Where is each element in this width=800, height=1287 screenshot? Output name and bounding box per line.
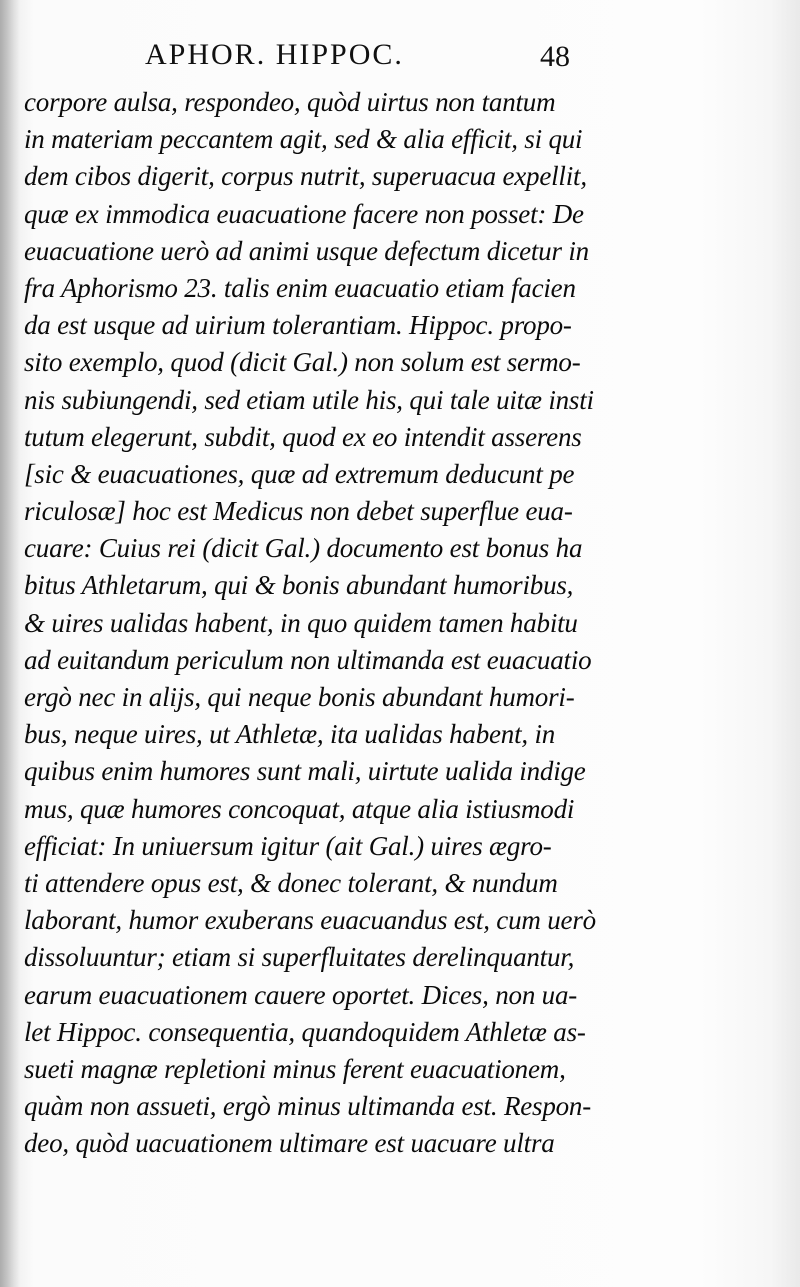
text-line: in materiam peccantem agit, sed & alia efficit, si qui xyxy=(24,124,583,155)
text-line: corpore aulsa, respondeo, quòd uirtus non tantum xyxy=(24,87,556,117)
text-line: ti attendere opus est, & donec tolerant, & nundum xyxy=(24,867,558,898)
text-line: dissoluuntur; etiam si superfluitates derelinquantur, xyxy=(24,942,575,973)
text-line: da est usque ad uirium tolerantiam. Hippoc. propo- xyxy=(24,310,572,341)
text-line: cuare: Cuius rei (dicit Gal.) documento est bonus ha xyxy=(24,533,583,564)
text-line: riculosæ] hoc est Medicus non debet superflue eua- xyxy=(24,496,573,527)
binding-gutter-shadow xyxy=(0,0,20,1287)
text-line: laborant, humor exuberans euacuandus est, cum uerò xyxy=(24,905,596,936)
text-line: earum euacuationem cauere oportet. Dices, non ua- xyxy=(24,979,578,1010)
text-line: & uires ualidas habent, in quo quidem tamen habitu xyxy=(24,607,578,638)
text-line: euacuatione uerò ad animi usque defectum dicetur in xyxy=(24,235,589,266)
text-line: bitus Athletarum, qui & bonis abundant humoribus, xyxy=(24,570,574,601)
text-line: dem cibos digerit, corpus nutrit, superuacua expellit, xyxy=(24,161,587,192)
text-line: quæ ex immodica euacuatione facere non posset: De xyxy=(24,198,584,229)
text-line: quibus enim humores sunt mali, uirtute ualida indige xyxy=(24,756,586,787)
text-line: bus, neque uires, ut Athletæ, ita ualidas habent, in xyxy=(24,719,556,750)
text-line: mus, quæ humores concoquat, atque alia istiusmodi xyxy=(24,793,575,824)
body-text xyxy=(24,84,664,1162)
text-line: sito exemplo, quod (dicit Gal.) non solum est sermo- xyxy=(24,347,581,378)
text-line: let Hippoc. consequentia, quandoquidem Athletæ as- xyxy=(24,1016,586,1047)
text-line: quàm non assueti, ergò minus ultimanda est. Respon- xyxy=(24,1091,592,1122)
text-line: [sic & euacuationes, quæ ad extremum deducunt pe xyxy=(24,458,575,489)
text-line: deo, quòd uacuationem ultimare est uacuare ultra xyxy=(24,1128,555,1159)
text-line: nis subiungendi, sed etiam utile his, qui tale uitæ insti xyxy=(24,384,594,415)
text-line: fra Aphorismo 23. talis enim euacuatio etiam facien xyxy=(24,272,576,303)
text-line: ad euitandum periculum non ultimanda est euacuatio xyxy=(24,644,592,675)
running-header xyxy=(145,38,570,82)
page-number: 48 xyxy=(540,40,570,73)
text-line: tutum elegerunt, subdit, quod ex eo intendit asserens xyxy=(24,421,582,452)
text-line: sueti magnæ repletioni minus ferent euacuationem, xyxy=(24,1053,566,1084)
text-line: ergò nec in alijs, qui neque bonis abundant humori- xyxy=(24,682,575,712)
running-title: APHOR. HIPPOC. xyxy=(145,38,404,71)
text-line: efficiat: In uniuersum igitur (ait Gal.) uires ægro- xyxy=(24,830,552,861)
